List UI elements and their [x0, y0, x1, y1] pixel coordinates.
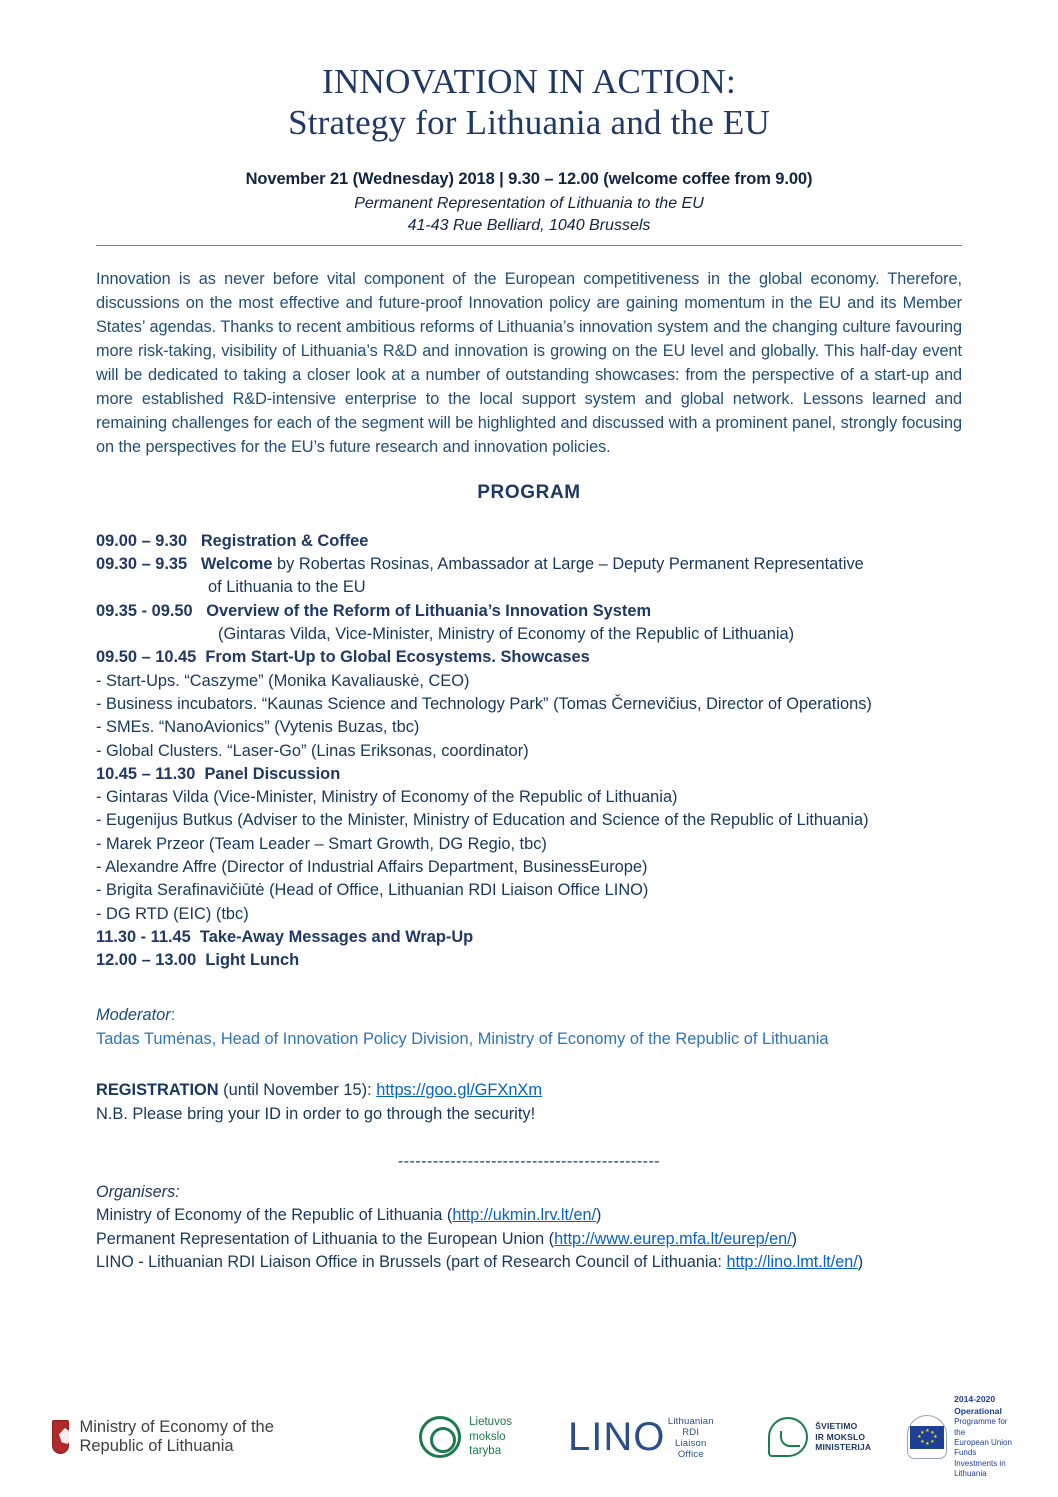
- program-heading: PROGRAM: [477, 481, 581, 503]
- program-time: 09.30 – 9.35: [96, 555, 188, 574]
- eu-line-3: European Union Funds: [954, 1438, 1012, 1458]
- registration-label: REGISTRATION: [96, 1080, 219, 1099]
- program-time: 11.30 - 11.45: [96, 927, 191, 946]
- program-row: [96, 763, 962, 786]
- eu-funds-label: [954, 1394, 1018, 1479]
- registration-link[interactable]: https://goo.gl/GFXnXm: [376, 1080, 543, 1099]
- organisers-block: [96, 1181, 962, 1275]
- moderator-label-row: [96, 1003, 962, 1028]
- section-separator: ---------------------------------------------: [397, 1152, 661, 1170]
- organiser-line: [96, 1228, 962, 1251]
- organiser-text: Permanent Representation of Lithuania to the European Union (: [96, 1229, 555, 1248]
- program-bullet: - Eugenijus Butkus (Adviser to the Minister, Ministry of Education and Science of the Republic of Lithuania): [96, 811, 869, 830]
- logo-research-council: [419, 1415, 512, 1458]
- program-title-text: Registration & Coffee: [200, 531, 369, 550]
- registration-note: N.B. Please bring your ID in order to go through the security!: [96, 1105, 536, 1124]
- program-continuation: of Lithuania to the EU: [208, 578, 366, 597]
- title-line-2: Strategy for Lithuania and the EU: [288, 103, 770, 143]
- logo-ministry-of-economy: [52, 1418, 307, 1456]
- program-title-text: Overview of the Reform of Lithuania’s Innovation System: [206, 601, 652, 620]
- smm-line-2: IR MOKSLO: [815, 1431, 866, 1442]
- lino-wordmark: LINO: [567, 1415, 666, 1459]
- horizontal-divider: [96, 245, 962, 246]
- event-date: November 21 (Wednesday) 2018 | 9.30 – 12.00 (welcome coffee from 9.00): [245, 170, 813, 189]
- organiser-line: [96, 1204, 962, 1227]
- event-venue: Permanent Representation of Lithuania to the EU: [354, 195, 704, 213]
- program-title-text: Take-Away Messages and Wrap-Up: [199, 927, 474, 946]
- program-bullet: - Global Clusters. “Laser-Go” (Linas Eriksonas, coordinator): [96, 741, 529, 760]
- education-ministry-label: [815, 1421, 871, 1453]
- program-row: [96, 646, 962, 669]
- moderator-label: Moderator: [96, 1005, 171, 1024]
- program-time: 09.50 – 10.45: [96, 648, 197, 667]
- research-council-label: [469, 1415, 512, 1458]
- program-bullet: - Brigita Serafinavičiūtė (Head of Office, Lithuanian RDI Liaison Office LINO): [96, 881, 649, 900]
- eu-stars: ★ ★ ★ ★ ★ ★ ★ ★: [917, 1427, 938, 1447]
- program-bullet: - Marek Przeor (Team Leader – Smart Growth, DG Regio, tbc): [96, 834, 547, 853]
- program-bullet: - SMEs. “NanoAvionics” (Vytenis Buzas, tbc): [96, 718, 420, 737]
- organiser-link[interactable]: http://ukmin.lrv.lt/en/: [452, 1206, 596, 1225]
- organiser-line: [96, 1251, 962, 1274]
- registration-line: [96, 1078, 962, 1103]
- program-row: [96, 926, 962, 949]
- logo-lino: [568, 1414, 716, 1460]
- event-address: 41-43 Rue Belliard, 1040 Brussels: [407, 217, 651, 235]
- lmt-line-2: mokslo: [469, 1430, 506, 1443]
- program-continuation: (Gintaras Vilda, Vice-Minister, Ministry of Economy of the Republic of Lithuania): [218, 625, 795, 644]
- smm-line-1: ŠVIETIMO: [815, 1421, 858, 1432]
- program-bullet: - Alexandre Affre (Director of Industrial Affairs Department, BusinessEurope): [96, 858, 648, 877]
- lithuania-coat-of-arms-icon: [52, 1420, 69, 1454]
- lmt-line-3: taryba: [469, 1445, 502, 1458]
- research-council-mark-icon: [419, 1416, 461, 1458]
- registration-deadline: (until November 15):: [218, 1080, 377, 1099]
- logo-ministry-of-education: [768, 1417, 871, 1457]
- logo-eu-funds: [907, 1394, 1018, 1479]
- moderator-block: [96, 1003, 962, 1052]
- event-meta: [96, 170, 962, 235]
- program-bullet: - DG RTD (EIC) (tbc): [96, 904, 249, 923]
- program-time: 10.45 – 11.30: [96, 764, 196, 783]
- program-time: 09.35 - 09.50: [96, 601, 193, 620]
- lmt-line-1: Lietuvos: [469, 1416, 512, 1429]
- program-title-text: Light Lunch: [205, 951, 300, 970]
- eu-line-1: 2014-2020 Operational: [954, 1394, 1002, 1416]
- organisers-label: Organisers:: [96, 1182, 180, 1201]
- organiser-link[interactable]: http://lino.lmt.lt/en/: [726, 1253, 858, 1272]
- logo-bar: [0, 1377, 1058, 1497]
- organiser-text: LINO - Lithuanian RDI Liaison Office in Brussels (part of Research Council of Lithuania:: [96, 1253, 727, 1272]
- program-bullet: - Gintaras Vilda (Vice-Minister, Ministry of Economy of the Republic of Lithuania): [96, 788, 678, 807]
- moderator-name: Tadas Tumėnas, Head of Innovation Policy Division, Ministry of Economy of the Republic of Lithuania: [96, 1030, 829, 1049]
- program-title-text: Welcome: [200, 555, 273, 574]
- program-row: [96, 553, 962, 576]
- program-time: 12.00 – 13.00: [96, 951, 197, 970]
- program-time: 09.00 – 9.30: [96, 531, 188, 550]
- eu-flag-icon: [910, 1426, 944, 1449]
- organiser-link[interactable]: http://www.eurep.mfa.lt/eurep/en/: [554, 1229, 792, 1248]
- program-row: [96, 949, 962, 972]
- program-bullet: - Business incubators. “Kaunas Science and Technology Park” (Tomas Černevičius, Director of Operations): [96, 694, 872, 713]
- eu-line-2: Programme for the: [954, 1417, 1008, 1437]
- eu-cloud-outline-icon: [907, 1415, 947, 1459]
- organiser-tail: ): [791, 1229, 797, 1248]
- program-detail: by Robertas Rosinas, Ambassador at Large – Deputy Permanent Representative: [272, 555, 864, 574]
- education-ministry-mark-icon: [768, 1417, 808, 1457]
- organiser-tail: ): [595, 1206, 602, 1225]
- logo-ministry-label: Ministry of Economy of the Republic of Lithuania: [79, 1418, 274, 1455]
- program-title-text: Panel Discussion: [204, 764, 341, 783]
- eu-line-4: Investments in Lithuania: [954, 1458, 1006, 1479]
- title-line-1: INNOVATION IN ACTION:: [322, 62, 736, 101]
- moderator-colon: :: [170, 1005, 176, 1024]
- program-row: [96, 600, 962, 623]
- program-bullet: - Start-Ups. “Caszyme” (Monika Kavaliauskė, CEO): [96, 671, 470, 690]
- organiser-tail: ): [857, 1253, 864, 1272]
- document-title: [96, 62, 962, 144]
- program-title-text: From Start-Up to Global Ecosystems. Showcases: [205, 648, 590, 667]
- registration-block: [96, 1078, 962, 1127]
- smm-line-3: MINISTERIJA: [815, 1442, 872, 1453]
- program-row: [96, 530, 962, 553]
- program-list: [96, 530, 962, 973]
- organiser-text: Ministry of Economy of the Republic of Lithuania (: [96, 1206, 453, 1225]
- intro-paragraph: Innovation is as never before vital component of the European competitiveness in the global economy. Therefore, discussions on the most effective and future-proof Innovation policy are gaining momentum in the EU and its Member States’ agendas. Thanks to recent ambitious reforms of Lithuania’s innovation system and the changing culture favouring more risk-taking, visibility of Lithuania’s R&D and innovation is growing on the EU level and globally. This half-day event will be dedicated to taking a closer look at a number of outstanding showcases: from the perspective of a start-up and more established R&D-intensive enterprise to the local support system and global network. Lessons learned and remaining challenges for each of the segment will be highlighted and discussed with a prominent panel, strongly focusing on the perspectives for the EU’s future research and innovation policies.: [96, 270, 962, 456]
- lino-subtitle: Lithuanian RDI Liaison Office: [667, 1416, 714, 1460]
- program-title: [192, 532, 201, 550]
